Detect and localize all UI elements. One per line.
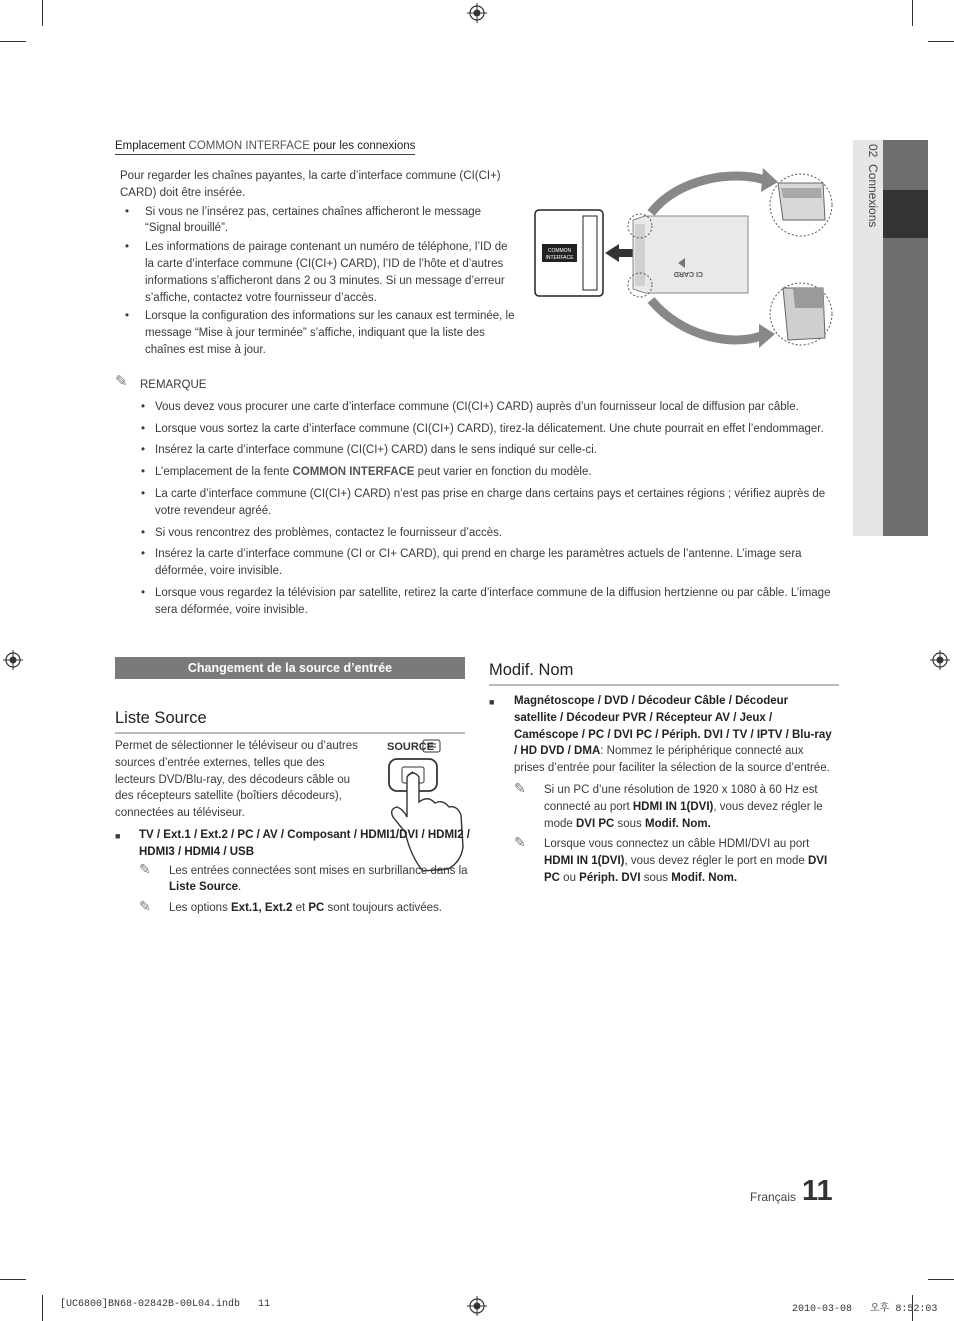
remarque-section bbox=[115, 373, 840, 624]
list-item: • Si vous rencontrez des problèmes, contactez le fournisseur d’accès. bbox=[141, 526, 503, 539]
ci-section-body bbox=[120, 168, 515, 361]
crop-mark bbox=[928, 1279, 954, 1280]
card-label: CI CARD bbox=[673, 270, 703, 277]
source-label: SOURCE bbox=[387, 741, 435, 753]
note-item: ✎ Lorsque vous connectez un câble HDMI/DVI au port HDMI IN 1(DVI), vous devez régler le port en mode DVI PC ou Périph. DVI sous Modif. Nom. bbox=[514, 834, 828, 884]
ci-section-title: Emplacement COMMON INTERFACE pour les connexions bbox=[115, 140, 415, 155]
remarque-heading: ✎ REMARQUE bbox=[115, 373, 207, 391]
registration-mark-icon bbox=[930, 650, 950, 670]
list-item: • Les informations de pairage contenant un numéro de téléphone, l’ID de la carte d’interface commune (CI(CI+) CARD), l’ID de l’hôte et d’autres informations s’afficheront dans 2 ou 3 minutes. Si un message d’erreur s’affiche, contactez votre fournisseur d’accès. bbox=[125, 241, 508, 304]
list-item: ■ Magnétoscope / DVD / Décodeur Câble / Décodeur satellite / Décodeur PVR / Récepteur AV / Jeux / Caméscope / PC / DVI PC / Périph. DVI / TV / IPTV / Blu-ray / HD DVD / DMA: Nommez le périphérique connecté aux prises d’entrée pour faciliter la sélection de la source d’entrée. bbox=[489, 695, 832, 775]
crop-mark bbox=[912, 0, 913, 26]
print-date-slug: 2010-03-08 오후 8:52:03 bbox=[792, 1304, 938, 1315]
registration-mark-icon bbox=[467, 3, 487, 23]
list-item: • La carte d’interface commune (CI(CI+) CARD) n’est pas prise en charge dans certains pays et certaines régions ; vérifiez auprès de votre revendeur agréé. bbox=[141, 487, 826, 517]
liste-source-heading: Liste Source bbox=[115, 709, 465, 734]
list-item: • Si vous ne l’insérez pas, certaines chaînes afficheront le message “Signal brouillé”. bbox=[125, 205, 482, 235]
liste-source-body: Permet de sélectionner le téléviseur ou d’autres sources d’entrée externes, telles que des lecteurs DVD/Blu-ray, des décodeurs câble ou des récepteurs satellite (boîtiers décodeurs), connectées au téléviseur. bbox=[115, 740, 358, 820]
chapter-number: 02 bbox=[866, 144, 880, 158]
liste-source-options bbox=[115, 827, 470, 917]
square-bullet-icon: ■ bbox=[489, 697, 495, 707]
list-item: ■ TV / Ext.1 / Ext.2 / PC / AV / Composant / HDMI1/DVI / HDMI2 / HDMI3 / HDMI4 / USB bbox=[115, 829, 471, 858]
slot-label: INTERFACE bbox=[545, 255, 574, 261]
ci-card-diagram bbox=[533, 168, 838, 353]
crop-mark bbox=[42, 1295, 43, 1321]
section-banner: Changement de la source d’entrée bbox=[115, 657, 465, 679]
side-tab-marker bbox=[883, 190, 928, 238]
registration-mark-icon bbox=[467, 1296, 487, 1316]
note-item: ✎ Si un PC d’une résolution de 1920 x 1080 à 60 Hz est connecté au port HDMI IN 1(DVI), vous devez régler le mode DVI PC sous Modif. Nom. bbox=[514, 779, 823, 830]
insert-arrow-icon bbox=[605, 244, 635, 262]
note-pencil-icon: ✎ bbox=[139, 898, 151, 915]
note-pencil-icon: ✎ bbox=[514, 779, 526, 796]
list-item: • Vous devez vous procurer une carte d’interface commune (CI(CI+) CARD) auprès d’un fournisseur local de diffusion par câble. bbox=[141, 400, 799, 413]
modif-nom-heading: Modif. Nom bbox=[489, 661, 839, 686]
side-tab-label bbox=[858, 144, 880, 264]
note-item: ✎ Les entrées connectées sont mises en surbrillance dans la Liste Source. bbox=[139, 860, 468, 894]
crop-mark bbox=[0, 1279, 26, 1280]
crop-mark bbox=[0, 41, 26, 42]
page-number: 11 bbox=[802, 1175, 833, 1207]
modif-nom-body bbox=[489, 693, 834, 887]
crop-mark bbox=[42, 0, 43, 26]
registration-mark-icon bbox=[3, 650, 23, 670]
list-item: • Insérez la carte d’interface commune (CI(CI+) CARD) dans le sens indiqué sur celle-ci. bbox=[141, 444, 597, 457]
ci-intro: Pour regarder les chaînes payantes, la carte d’interface commune (CI(CI+) CARD) doit être insérée. bbox=[120, 170, 501, 199]
note-pencil-icon: ✎ bbox=[514, 834, 526, 851]
list-item: • L’emplacement de la fente COMMON INTERFACE peut varier en fonction du modèle. bbox=[141, 466, 592, 479]
square-bullet-icon: ■ bbox=[115, 831, 121, 841]
note-item: ✎ Les options Ext.1, Ext.2 et PC sont toujours activées. bbox=[139, 898, 442, 915]
note-pencil-icon: ✎ bbox=[115, 373, 128, 390]
note-pencil-icon: ✎ bbox=[139, 860, 151, 877]
slot-label: COMMON bbox=[547, 248, 572, 254]
list-item: • Lorsque vous sortez la carte d’interface commune (CI(CI+) CARD), tirez-la délicatement. Une chute pourrait en effet l’endommager. bbox=[141, 422, 824, 435]
list-item: • Lorsque vous regardez la télévision par satellite, retirez la carte d’interface commune de la diffusion hertzienne ou par câble. L’image sera déformée, voire invisible. bbox=[141, 586, 831, 616]
list-item: • Lorsque la configuration des informations sur les canaux est terminée, le message “Mise à jour terminée” s’affiche, indiquant que la liste des chaînes est mise à jour. bbox=[125, 310, 515, 356]
print-file-slug: [UC6800]BN68-02842B-00L04.indb 11 bbox=[60, 1299, 271, 1310]
list-item: • Insérez la carte d’interface commune (CI or CI+ CARD), qui prend en charge les paramètres actuels de l’antenne. L’image sera déformée, voire invisible. bbox=[141, 548, 802, 578]
chapter-title: Connexions bbox=[866, 164, 880, 228]
crop-mark bbox=[928, 41, 954, 42]
footer-language: Français bbox=[750, 1190, 797, 1204]
